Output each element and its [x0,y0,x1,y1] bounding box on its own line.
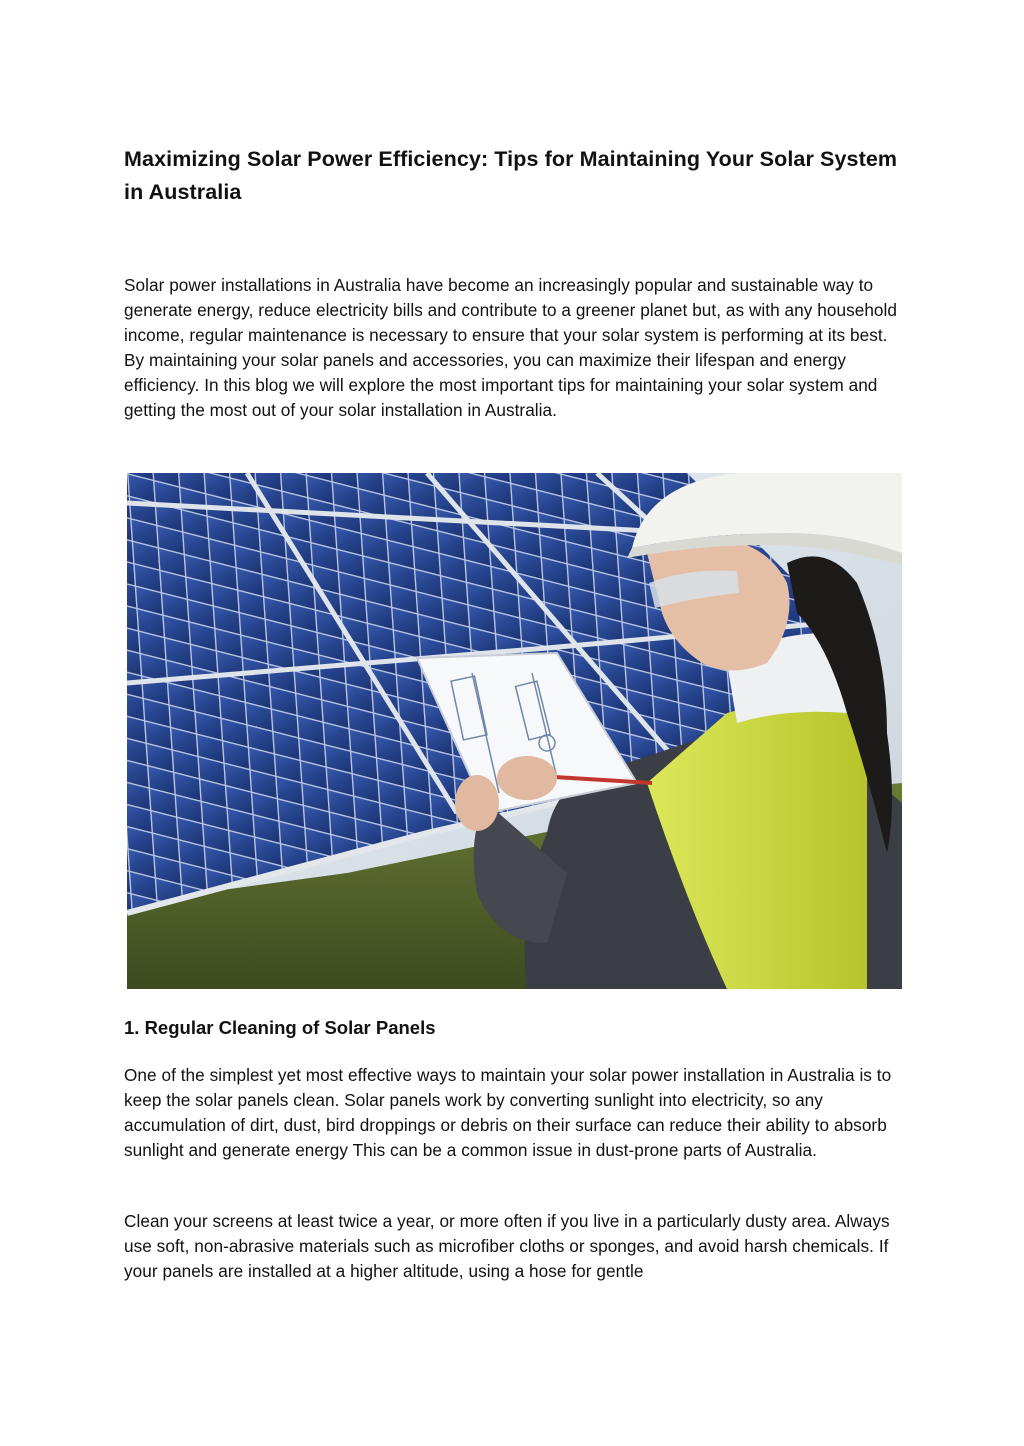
section-paragraph: One of the simplest yet most effective ways to maintain your solar power installation in Australia is to keep the solar panels clean. Solar panels work by converting sunlight into electricity, so any accumulation of dirt, dust, bird droppings or debris on their surface can reduce their ability to absorb sunlight and generate energy This can be a common issue in dust-prone parts of Australia. [124,1065,892,1160]
section-paragraph: Clean your screens at least twice a year, or more often if you live in a particularly dusty area. Always use soft, non-abrasive materials such as microfiber cloths or sponges, and avoid harsh chemicals. If your panels are installed at a higher altitude, using a hose for gentle [124,1211,890,1281]
page-title: Maximizing Solar Power Efficiency: Tips for Maintaining Your Solar System in Australia [124,147,898,204]
intro-paragraph: Solar power installations in Australia have become an increasingly popular and sustainable way to generate energy, reduce electricity bills and contribute to a greener planet but, as with any household income, regular maintenance is necessary to ensure that your solar system is performing at its best. By maintaining your solar panels and accessories, you can maximize their lifespan and energy efficiency. In this blog we will explore the most important tips for maintaining your solar system and getting the most out of your solar installation in Australia. [124,275,898,420]
solar-inspection-photo [127,473,902,989]
section-heading: 1. Regular Cleaning of Solar Panels [124,1017,436,1038]
